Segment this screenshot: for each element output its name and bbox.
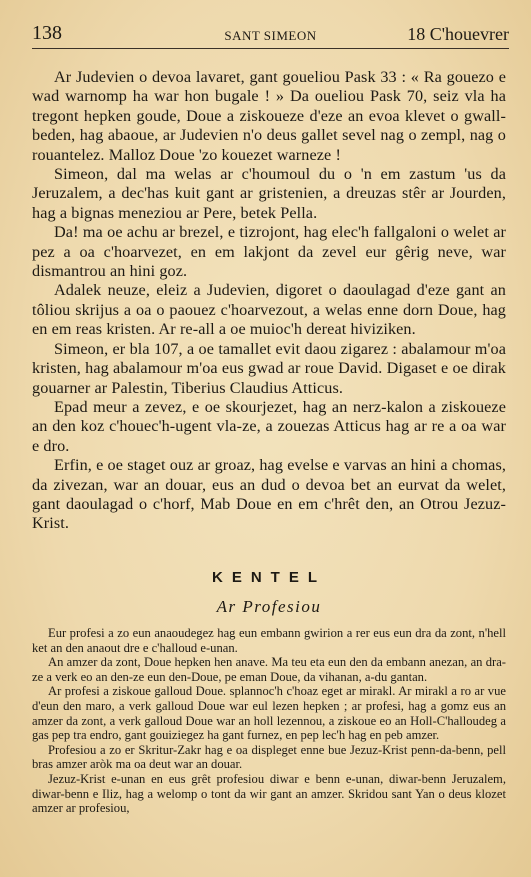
page-header bbox=[32, 22, 509, 49]
chapter-date: 18 C'houevrer bbox=[407, 24, 509, 44]
section-heading: KENTEL bbox=[212, 569, 326, 586]
lesson-paragraph: Jezuz-Krist e-unan en eus grêt profesiou diwar e benn e-unan, diwar-benn Jeruzalem, diwar-benn e Iliz, hag a welomp o tont da wir gant an amzer. Skridou sant Yan o deus klozet amzer ar profesiou, bbox=[32, 771, 506, 816]
lesson-paragraph: Profesiou a zo er Skritur-Zakr hag e oa displeget enne bue Jezuz-Krist penn-da-benn, pell bras amzer aròk ma oa deut war an douar. bbox=[32, 742, 506, 772]
paragraph: Da! ma oe achu ar brezel, e tizrojont, hag elec'h fallgaloni o welet ar pez a oa c'hoarvezet, en em lakjont da zevel eur gêrig neve, war dismantrou an hini goz. bbox=[32, 223, 506, 281]
paragraph: Erfin, e oe staget ouz ar groaz, hag evelse e varvas an hini a chomas, da zivezan, war an douar, eus an dud o devoa bet an eurvat da welet, gant daoulagad o c'horf, Mab Doue en em c'hrêt den, an Otrou Jezuz-Krist. bbox=[32, 456, 506, 533]
paragraph: Adalek neuze, eleiz a Judevien, digoret o daoulagad d'eze gant an tôliou skrijus a oa o paouez c'hoarvezout, a welas enne dorn Doue, hag en em reas kristen. Ar re-all a oe muioc'h dereat hiviziken. bbox=[32, 281, 506, 339]
page-number: 138 bbox=[32, 22, 62, 44]
lesson-paragraph: Ar profesi a ziskoue galloud Doue. splannoc'h c'hoaz eget ar mirakl. Ar mirakl a ro ar vue d'eun den maro, a verk galloud Doue war eul lezen hepken ; ar profesi, hag a gomz eus an amzer da zont, a verk galloud Doue war an holl lezennou, a ziskoue eo an Holl-C'halloudeg a gas pep tra endro, gant gouiziegez ha gant furnez, en pep lec'h hag en peb amzer. bbox=[32, 684, 506, 743]
main-text bbox=[32, 68, 506, 534]
running-title: SANT SIMEON bbox=[224, 28, 317, 43]
lesson-paragraph: Eur profesi a zo eun anaoudegez hag eun embann gwirion a rer eus eun dra da zont, n'hell ket an den anaout dre e c'halloud e-unan. bbox=[32, 626, 506, 655]
lesson-paragraph: An amzer da zont, Doue hepken hen anave. Ma teu eta eun den da embann anezan, an dra-ze a verk eo an den-ze eun den-Doue, pe eman Doue, da vihanan, a-du gantan. bbox=[32, 655, 506, 684]
paragraph: Epad meur a zevez, e oe skourjezet, hag an nerz-kalon a ziskoueze an den koz c'houec'h-ugent vla-ze, a zouezas Atticus hag ar re a oa war e dro. bbox=[32, 397, 506, 455]
section-subheading: Ar Profesiou bbox=[216, 597, 322, 616]
paragraph: Ar Judevien o devoa lavaret, gant goueliou Pask 33 : « Ra gouezo e wad warnomp ha war hon bugale ! » Da oueliou Pask 70, seiz vla ha tregont hepken goude, Doue a ziskoueze d'eze an evoa klevet o gwall-beden, hag abaoue, ar Judevien n'o deus gallet sevel nag o zempl, nag o rouantelez. Malloz Doue 'zo kouezet warneze ! bbox=[32, 68, 506, 164]
paragraph: Simeon, er bla 107, a oe tamallet evit daou zigarez : abalamour m'oa kristen, hag abalamour m'oa eus gwad ar roue David. Digaset e oe dirak gouarner ar Palestin, Tiberius Claudius Atticus. bbox=[32, 339, 506, 397]
lesson-text bbox=[32, 626, 506, 816]
paragraph: Simeon, dal ma welas ar c'houmoul du o 'n em zastum 'us da Jeruzalem, a dec'has kuit gant ar gristenien, a dreuzas stêr ar Jourden, hag a bignas meneziou ar Pere, betek Pella. bbox=[32, 165, 506, 222]
